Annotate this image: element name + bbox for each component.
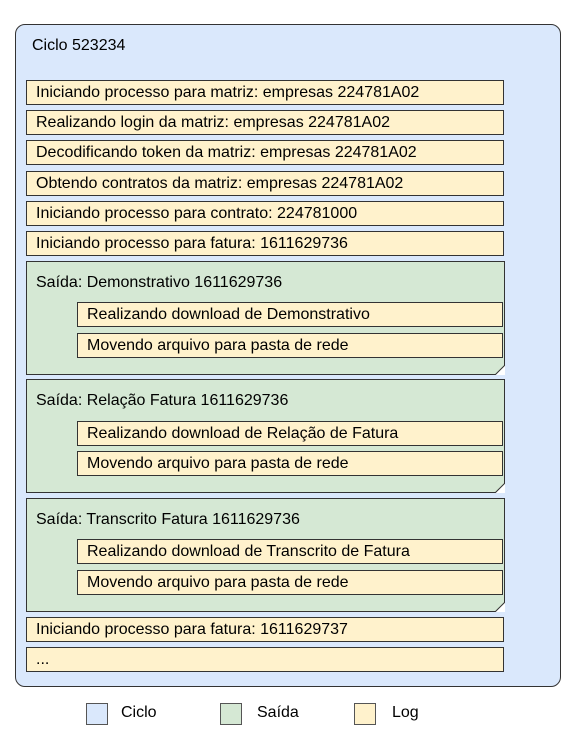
log-entry: Iniciando processo para fatura: 1611629736 — [26, 231, 504, 256]
legend — [0, 703, 576, 729]
legend-swatch-saida — [220, 703, 242, 725]
log-entry: Movendo arquivo para pasta de rede — [77, 570, 503, 595]
legend-label-log: Log — [392, 704, 419, 721]
legend-swatch-log — [354, 703, 376, 725]
log-entry: Realizando login da matriz: empresas 224781A02 — [26, 110, 504, 135]
saida-box — [26, 261, 505, 375]
log-entry: Obtendo contratos da matriz: empresas 224781A02 — [26, 171, 504, 196]
log-entry: Iniciando processo para fatura: 1611629737 — [26, 617, 504, 642]
log-entry: Iniciando processo para contrato: 224781000 — [26, 201, 504, 226]
log-entry: ... — [26, 647, 504, 672]
folded-corner-icon — [495, 483, 505, 493]
saida-box — [26, 498, 505, 612]
saida-box — [26, 379, 505, 493]
legend-label-saida: Saída — [257, 704, 299, 721]
folded-corner-icon — [495, 602, 505, 612]
log-entry: Iniciando processo para matriz: empresas 224781A02 — [26, 80, 504, 105]
cycle-container — [15, 24, 561, 687]
cycle-title: Ciclo 523234 — [32, 37, 126, 54]
folded-corner-icon — [495, 365, 505, 375]
saida-title: Saída: Relação Fatura 1611629736 — [36, 392, 289, 409]
saida-title: Saída: Demonstrativo 1611629736 — [36, 274, 283, 291]
saida-title: Saída: Transcrito Fatura 1611629736 — [36, 511, 300, 528]
log-entry: Decodificando token da matriz: empresas 224781A02 — [26, 140, 504, 165]
log-entry: Realizando download de Demonstrativo — [77, 302, 503, 327]
log-entry: Realizando download de Transcrito de Fatura — [77, 539, 503, 564]
legend-swatch-ciclo — [86, 703, 108, 725]
log-entry: Movendo arquivo para pasta de rede — [77, 451, 503, 476]
log-entry: Realizando download de Relação de Fatura — [77, 421, 503, 446]
legend-label-ciclo: Ciclo — [121, 704, 157, 721]
log-entry: Movendo arquivo para pasta de rede — [77, 333, 503, 358]
